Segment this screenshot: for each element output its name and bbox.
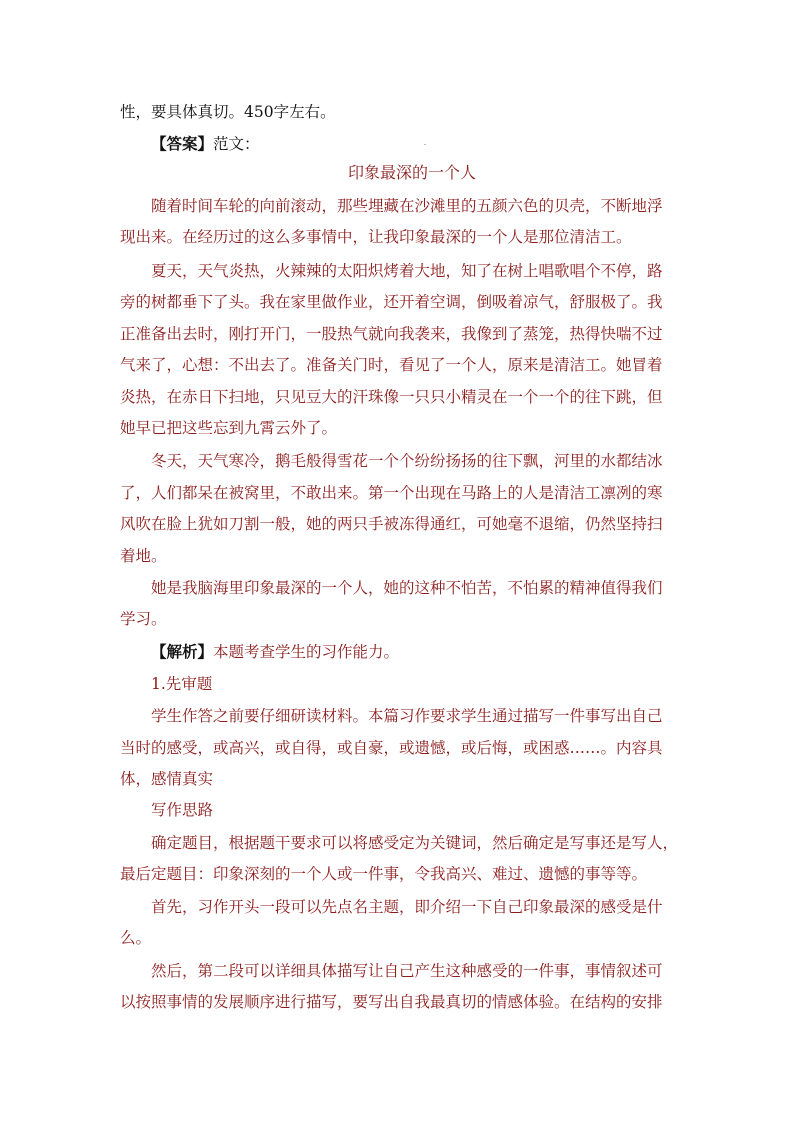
answer-bracket: 【答案】 bbox=[151, 135, 214, 153]
essay-line: 着地。 bbox=[120, 547, 167, 565]
essay-line: 夏天，天气炎热，火辣辣的太阳炽烤着大地，知了在树上唱歌唱个不停，路 bbox=[151, 262, 663, 280]
essay-title: 印象最深的一个人 bbox=[348, 163, 477, 182]
decorative-dot bbox=[424, 144, 426, 145]
analysis-line: 首先，习作开头一段可以先点名主题，即介绍一下自己印象最深的感受是什 bbox=[151, 898, 663, 916]
analysis-bracket: 【解析】 bbox=[151, 643, 214, 661]
top-line: 性，要具体真切。450字左右。 bbox=[120, 103, 336, 121]
analysis-heading bbox=[151, 642, 399, 662]
analysis-line: 么。 bbox=[120, 929, 152, 947]
essay-line: 炎热，在赤日下扫地，只见豆大的汗珠像一只只小精灵在一个一个的往下跳，但 bbox=[120, 388, 663, 406]
analysis-line: 然后，第二段可以详细具体描写让自己产生这种感受的一件事，事情叙述可 bbox=[151, 962, 663, 980]
essay-line: 冬天，天气寒冷，鹅毛般得雪花一个个纷纷扬扬的往下飘，河里的水都结冰 bbox=[151, 452, 663, 470]
essay-line: 了，人们都呆在被窝里，不敢出来。第一个出现在马路上的人是清洁工凛冽的寒 bbox=[120, 484, 663, 502]
analysis-line: 当时的感受，或高兴，或自得，或自豪，或遗憾，或后悔，或困惑……。内容具 bbox=[120, 739, 663, 757]
essay-line: 气来了，心想：不出去了。准备关门时，看见了一个人，原来是清洁工。她冒着 bbox=[120, 356, 663, 374]
essay-line: 她是我脑海里印象最深的一个人，她的这种不怕苦，不怕累的精神值得我们 bbox=[151, 579, 663, 597]
essay-line: 旁的树都垂下了头。我在家里做作业，还开着空调，倒吸着凉气，舒服极了。我 bbox=[120, 293, 663, 311]
essay-line: 她早已把这些忘到九霄云外了。 bbox=[120, 419, 338, 437]
analysis-line: 体，感情真实 bbox=[120, 770, 214, 788]
essay-line: 正准备出去时，刚打开门，一股热气就向我袭来，我像到了蒸笼，热得快喘不过 bbox=[120, 325, 663, 343]
analysis-line: 写作思路 bbox=[151, 801, 214, 819]
analysis-line: 以按照事情的发展顺序进行描写，要写出自我最真切的情感体验。在结构的安排 bbox=[120, 993, 663, 1011]
essay-line: 风吹在脸上犹如刀割一般，她的两只手被冻得通红，可她毫不退缩，仍然坚持扫 bbox=[120, 515, 663, 533]
analysis-line: 学生作答之前要仔细研读材料。本篇习作要求学生通过描写一件事写出自己 bbox=[151, 707, 663, 725]
analysis-step: 1.先审题 bbox=[151, 675, 213, 693]
analysis-line: 最后定题目：印象深刻的一个人或一件事，令我高兴、难过、遗憾的事等等。 bbox=[120, 865, 648, 883]
analysis-line: 确定题目，根据题干要求可以将感受定为关键词，然后确定是写事还是写人， bbox=[151, 834, 679, 852]
essay-line: 学习。 bbox=[120, 610, 167, 628]
answer-heading bbox=[151, 134, 260, 154]
essay-line: 随着时间车轮的向前滚动，那些埋藏在沙滩里的五颜六色的贝壳，不断地浮 bbox=[151, 197, 663, 215]
essay-line: 现出来。在经历过的这么多事情中，让我印象最深的一个人是那位清洁工。 bbox=[120, 228, 632, 246]
answer-label: 范文： bbox=[213, 135, 260, 153]
analysis-intro: 本题考查学生的习作能力。 bbox=[213, 643, 400, 661]
